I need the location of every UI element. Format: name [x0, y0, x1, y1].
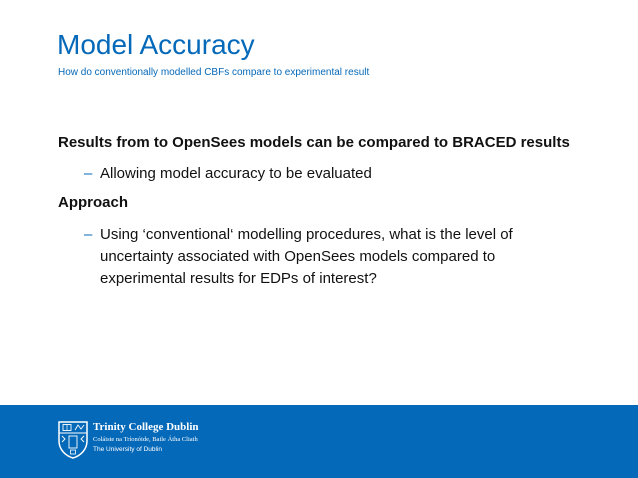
- bullet-results: Results from to OpenSees models can be compared to BRACED results: [58, 134, 570, 151]
- slide-body: [58, 132, 618, 290]
- dash-marker: –: [84, 226, 93, 243]
- sub-bullet-uncertainty: [58, 224, 580, 290]
- sub-bullet-accuracy-text: Allowing model accuracy to be evaluated: [100, 165, 372, 182]
- footer-bar: [0, 405, 638, 478]
- institution-name: Trinity College Dublin: [93, 421, 199, 433]
- institution-irish-name: Coláiste na Tríonóide, Baile Átha Cliath: [93, 436, 198, 443]
- bullet-approach: Approach: [58, 194, 129, 211]
- sub-bullet-accuracy: [58, 163, 618, 185]
- slide-title: Model Accuracy: [57, 29, 255, 60]
- tcd-crest-icon: [58, 421, 88, 459]
- slide-subtitle: How do conventionally modelled CBFs compare to experimental result: [58, 67, 370, 78]
- university-name: The University of Dublin: [93, 446, 162, 453]
- sub-bullet-uncertainty-text: Using ‘conventional‘ modelling procedures, what is the level of uncertainty associated with OpenSees models compared to experimental results for EDPs of interest?: [100, 226, 513, 287]
- dash-marker: –: [84, 165, 93, 182]
